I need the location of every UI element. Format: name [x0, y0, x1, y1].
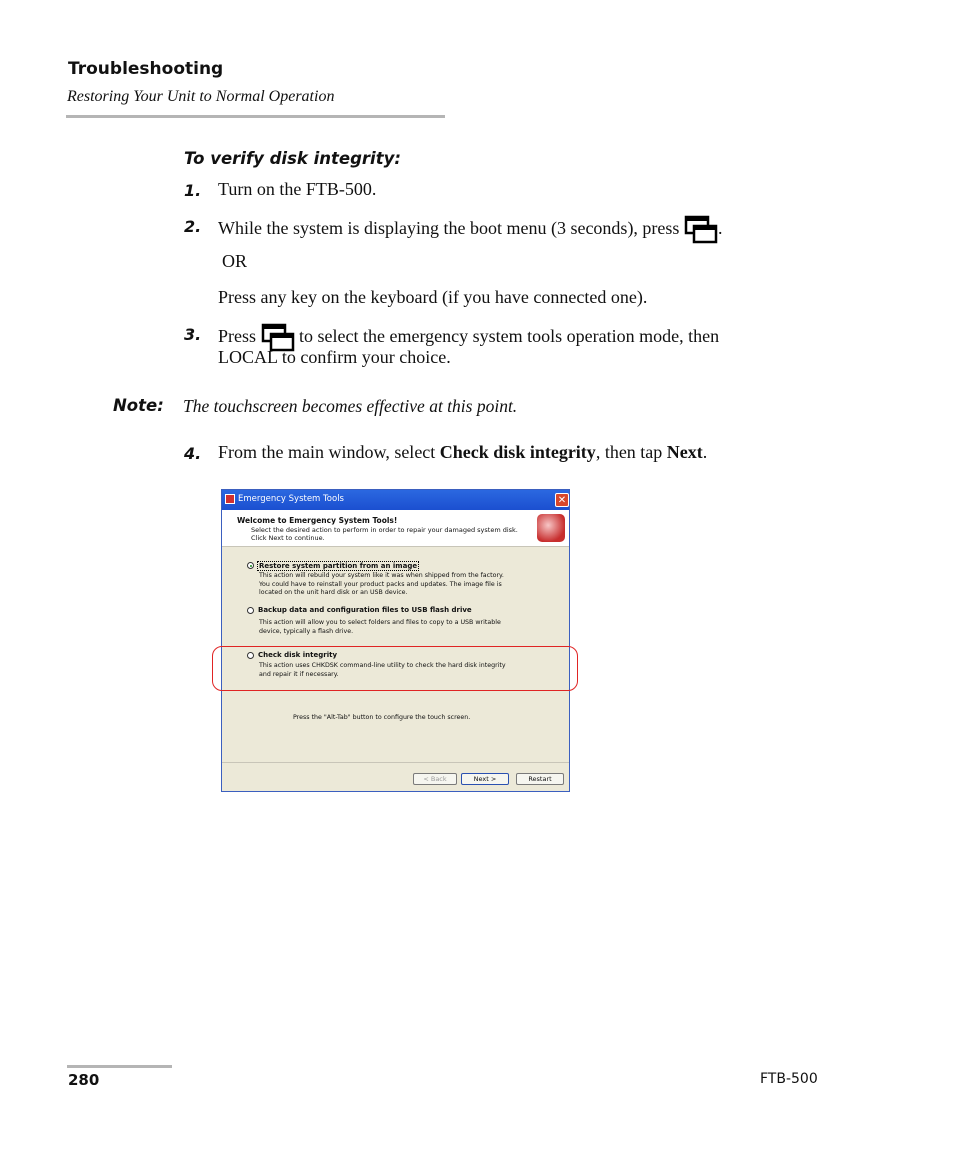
step-3-number: 3.	[184, 325, 202, 344]
check-disk-option-label[interactable]: Check disk integrity	[258, 651, 338, 659]
dialog-header	[222, 510, 569, 547]
step-4-text-b: , then tap	[595, 442, 663, 462]
emergency-tools-dialog	[221, 489, 570, 792]
step-4-line	[218, 442, 707, 463]
welcome-instruction: Click Next to continue.	[251, 534, 325, 542]
backup-option-label[interactable]: Backup data and configuration files to USB flash drive	[258, 606, 472, 614]
subsection-title: Restoring Your Unit to Normal Operation	[67, 88, 335, 105]
document-name: FTB-500	[760, 1071, 818, 1087]
close-icon[interactable]: ✕	[555, 493, 569, 507]
dialog-title: Emergency System Tools	[238, 494, 344, 504]
note-text: The touchscreen becomes effective at this point.	[183, 396, 518, 416]
or-text: OR	[222, 251, 248, 271]
press-any-key-text: Press any key on the keyboard (if you have connected one).	[218, 287, 648, 307]
dialog-footer-rule	[222, 762, 569, 763]
step-2-period: .	[717, 218, 723, 239]
backup-option-desc	[259, 619, 501, 636]
app-icon	[225, 494, 235, 504]
dialog-titlebar	[222, 490, 569, 510]
step-1-text: Turn on the FTB-500.	[218, 179, 377, 199]
step-2-text: While the system is displaying the boot menu (3 seconds), press	[218, 218, 680, 239]
desc-line: This action will allow you to select folders and files to copy to a USB writable	[259, 619, 501, 626]
desc-line: and repair it if necessary.	[259, 670, 339, 678]
desc-line: device, typically a flash drive.	[259, 627, 354, 635]
step-4-number: 4.	[184, 444, 202, 463]
backup-radio[interactable]	[247, 607, 254, 614]
step-4-text-c: .	[702, 442, 708, 462]
page-number: 280	[68, 1071, 100, 1089]
disk-repair-icon	[537, 514, 565, 542]
step-1-number: 1.	[184, 181, 202, 200]
back-button[interactable]: < Back	[413, 773, 457, 785]
touchscreen-hint: Press the "Alt-Tab" button to configure the touch screen.	[293, 714, 471, 721]
desc-line: This action will rebuild your system like it was when shipped from the factory.	[259, 572, 504, 579]
desc-line: You could have to reinstall your product packs and updates. The image file is	[259, 580, 502, 588]
next-button[interactable]: Next >	[461, 773, 509, 785]
step-2-line	[218, 215, 722, 245]
step-3-text-b: to select the emergency system tools operation mode, then	[299, 326, 720, 347]
step-4-bold-option: Check disk integrity	[439, 442, 596, 462]
restore-radio[interactable]	[247, 562, 254, 569]
step-3-text-a: Press	[218, 326, 257, 347]
step-4-bold-next: Next	[666, 442, 703, 462]
restore-option-label[interactable]: Restore system partition from an image	[259, 562, 418, 570]
note-label: Note:	[113, 396, 164, 415]
header-rule	[66, 115, 445, 118]
welcome-title: Welcome to Emergency System Tools!	[237, 516, 398, 525]
section-title: Troubleshooting	[68, 59, 224, 79]
step-4-text-a: From the main window, select	[218, 442, 436, 462]
restore-option-desc	[259, 572, 504, 598]
restart-button[interactable]: Restart	[516, 773, 564, 785]
desc-line: This action uses CHKDSK command-line utility to check the hard disk integrity	[259, 662, 506, 669]
desc-line: located on the unit hard disk or an USB device.	[259, 589, 408, 596]
step-3-text-c: LOCAL to confirm your choice.	[218, 347, 451, 367]
procedure-title: To verify disk integrity:	[184, 149, 401, 168]
check-disk-highlight	[212, 646, 578, 691]
step-2-number: 2.	[184, 217, 202, 236]
footer-rule	[67, 1065, 172, 1068]
welcome-description: Select the desired action to perform in order to repair your damaged system disk.	[251, 526, 518, 534]
task-switcher-icon	[684, 215, 718, 245]
